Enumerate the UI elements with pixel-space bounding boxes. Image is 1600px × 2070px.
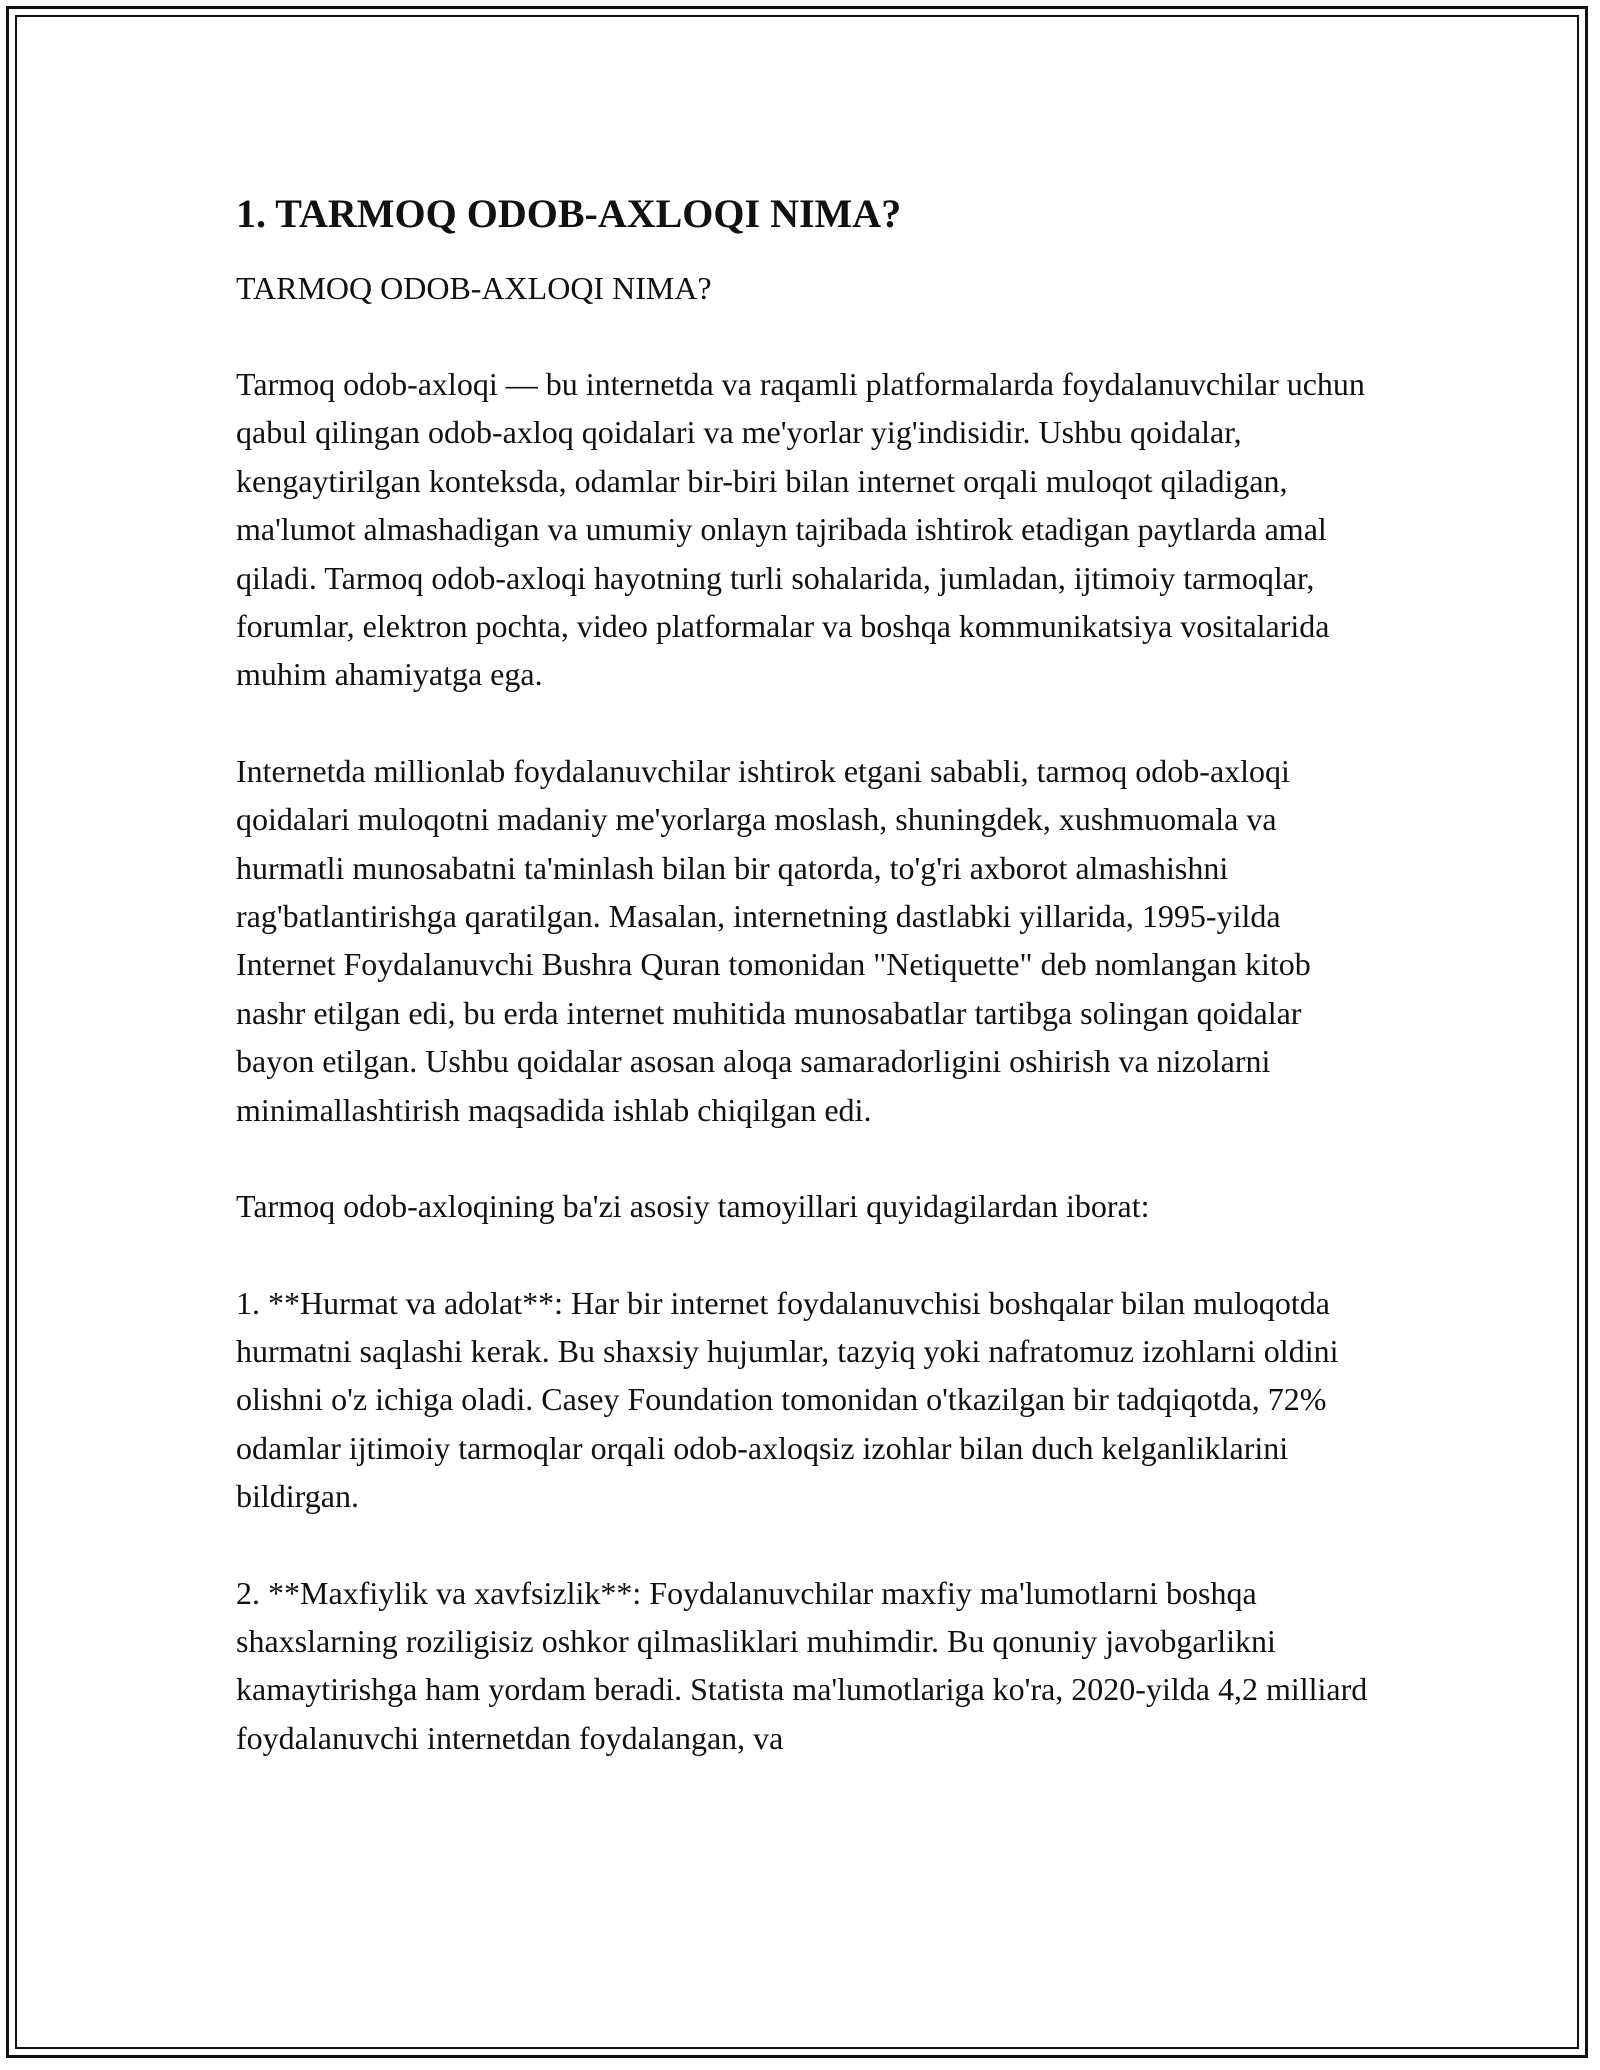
section-heading: 1. TARMOQ ODOB-AXLOQI NIMA?	[236, 191, 902, 236]
paragraph-principle-privacy: 2. **Maxfiylik va xavfsizlik**: Foydalanuvchilar maxfiy ma'lumotlarni boshqa shaxslarning roziligisiz oshkor qilmasliklari muhimdir. Bu qonuniy javobgarlikni kamaytirishga ham yordam beradi. Statista ma'lumotlariga ko'ra, 2020-yilda 4,2 milliard foydalanuvchi internetdan foydalangan, va	[236, 1574, 1368, 1756]
paragraph-principle-respect: 1. **Hurmat va adolat**: Har bir internet foydalanuvchisi boshqalar bilan muloqotda hurmatni saqlashi kerak. Bu shaxsiy hujumlar, tazyiq yoki nafratomuz izohlarni oldini olishni o'z ichiga oladi. Casey Foundation tomonidan o'tkazilgan bir tadqiqotda, 72% odamlar ijtimoiy tarmoqlar orqali odob-axloqsiz izohlar bilan duch kelganliklarini bildirgan.	[236, 1284, 1339, 1515]
paragraph-history: Internetda millionlab foydalanuvchilar ishtirok etgani sababli, tarmoq odob-axloqi qoidalari muloqotni madaniy me'yorlarga moslash, shuningdek, xushmuomala va hurmatli munosabatni ta'minlash bilan bir qatorda, to'g'ri axborot almashishni rag'batlantirishga qaratilgan. Masalan, internetning dastlabki yillarida, 1995-yilda Internet Foydalanuvchi Bushra Quran tomonidan "Netiquette" deb nomlangan kitob nashr etilgan edi, bu erda internet muhitida munosabatlar tartibga solingan qoidalar bayon etilgan. Ushbu qoidalar asosan aloqa samaradorligini oshirish va nizolarni minimallashtirish maqsadida ishlab chiqilgan edi.	[236, 752, 1311, 1128]
paragraph-definition: Tarmoq odob-axloqi — bu internetda va raqamli platformalarda foydalanuvchilar uchun qabul qilingan odob-axloq qoidalari va me'yorlar yig'indisidir. Ushbu qoidalar, kengaytirilgan konteksda, odamlar bir-biri bilan internet orqali muloqot qiladigan, ma'lumot almashadigan va umumiy onlayn tajribada ishtirok etadigan paytlarda amal qiladi. Tarmoq odob-axloqi hayotning turli sohalarida, jumladan, ijtimoiy tarmoqlar, forumlar, elektron pochta, video platformalar va boshqa kommunikatsiya vositalarida muhim ahamiyatga ega.	[236, 366, 1365, 693]
document-body	[236, 186, 1376, 1762]
paragraph-principles-intro: Tarmoq odob-axloqining ba'zi asosiy tamoyillari quyidagilardan iborat:	[236, 1188, 1150, 1225]
section-subheading: TARMOQ ODOB-AXLOQI NIMA?	[236, 270, 712, 306]
